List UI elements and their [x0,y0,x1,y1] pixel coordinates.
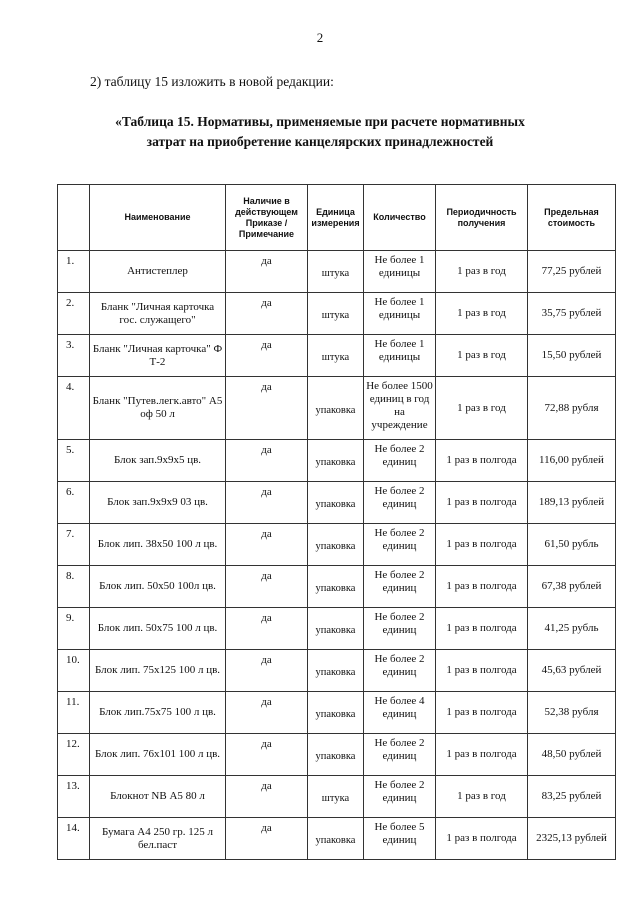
table-row [58,776,616,818]
table-title-line-2: затрат на приобретение канцелярских принадлежностей [146,134,494,149]
row-period: 1 раз в полгода [436,734,528,776]
row-num: 2. [58,293,90,335]
row-unit: упаковка [308,692,364,734]
row-unit: штука [308,293,364,335]
row-name: Бумага А4 250 гр. 125 л бел.паст [90,818,226,860]
row-price: 189,13 рублей [528,482,616,524]
table-row [58,440,616,482]
row-presence: да [226,377,308,440]
row-presence: да [226,251,308,293]
row-presence: да [226,776,308,818]
table-row [58,293,616,335]
row-num: 12. [58,734,90,776]
row-name: Блок лип. 76х101 100 л цв. [90,734,226,776]
row-name: Блокнот NB А5 80 л [90,776,226,818]
row-price: 35,75 рублей [528,293,616,335]
row-name: Блок лип. 50х50 100л цв. [90,566,226,608]
row-unit: упаковка [308,566,364,608]
table-row [58,650,616,692]
row-presence: да [226,440,308,482]
norms-table [57,184,616,860]
row-presence: да [226,734,308,776]
intro-text: 2) таблицу 15 изложить в новой редакции: [90,74,334,89]
table-row [58,608,616,650]
row-unit: упаковка [308,440,364,482]
row-qty: Не более 2 единиц [364,608,436,650]
row-unit: упаковка [308,482,364,524]
header-unit: Единица измерения [308,185,364,251]
row-name: Блок лип.75х75 100 л цв. [90,692,226,734]
row-num: 11. [58,692,90,734]
table-row [58,251,616,293]
row-num: 9. [58,608,90,650]
table-title-line-1: «Таблица 15. Нормативы, применяемые при расчете нормативных [115,114,525,129]
row-price: 45,63 рублей [528,650,616,692]
row-period: 1 раз в полгода [436,692,528,734]
row-name: Блок лип. 50х75 100 л цв. [90,608,226,650]
row-name: Блок зап.9х9х5 цв. [90,440,226,482]
header-price: Предельная стоимость [528,185,616,251]
row-qty: Не более 2 единиц [364,776,436,818]
row-presence: да [226,650,308,692]
row-period: 1 раз в год [436,776,528,818]
table-row [58,818,616,860]
row-num: 3. [58,335,90,377]
row-period: 1 раз в полгода [436,818,528,860]
row-price: 15,50 рублей [528,335,616,377]
table-row [58,734,616,776]
row-presence: да [226,566,308,608]
row-unit: штука [308,335,364,377]
row-name: Антистеплер [90,251,226,293]
row-name: Блок зап.9х9х9 03 цв. [90,482,226,524]
row-name: Блок лип. 75х125 100 л цв. [90,650,226,692]
row-period: 1 раз в полгода [436,650,528,692]
table-row [58,482,616,524]
page-number: 2 [316,30,324,45]
row-qty: Не более 1 единицы [364,251,436,293]
header-num [58,185,90,251]
table-row [58,692,616,734]
row-presence: да [226,293,308,335]
row-name: Бланк "Личная карточка гос. служащего" [90,293,226,335]
row-period: 1 раз в год [436,251,528,293]
row-price: 61,50 рубль [528,524,616,566]
header-presence: Наличие в действующем Приказе / Примечание [226,185,308,251]
row-price: 72,88 рубля [528,377,616,440]
row-price: 41,25 рубль [528,608,616,650]
row-qty: Не более 2 единиц [364,650,436,692]
row-presence: да [226,608,308,650]
row-price: 48,50 рублей [528,734,616,776]
row-period: 1 раз в полгода [436,524,528,566]
header-period: Периодичность получения [436,185,528,251]
row-period: 1 раз в полгода [436,482,528,524]
row-unit: упаковка [308,650,364,692]
row-name: Блок лип. 38х50 100 л цв. [90,524,226,566]
row-qty: Не более 1 единицы [364,293,436,335]
row-period: 1 раз в полгода [436,440,528,482]
row-unit: упаковка [308,524,364,566]
row-num: 14. [58,818,90,860]
table-row [58,524,616,566]
row-period: 1 раз в полгода [436,566,528,608]
row-price: 2325,13 рублей [528,818,616,860]
row-unit: штука [308,776,364,818]
row-period: 1 раз в полгода [436,608,528,650]
row-num: 7. [58,524,90,566]
row-qty: Не более 4 единиц [364,692,436,734]
row-price: 52,38 рубля [528,692,616,734]
row-num: 6. [58,482,90,524]
row-qty: Не более 1 единицы [364,335,436,377]
row-num: 1. [58,251,90,293]
table-row [58,566,616,608]
row-price: 116,00 рублей [528,440,616,482]
row-unit: упаковка [308,377,364,440]
row-presence: да [226,335,308,377]
row-price: 83,25 рублей [528,776,616,818]
row-qty: Не более 5 единиц [364,818,436,860]
row-qty: Не более 2 единиц [364,440,436,482]
row-qty: Не более 2 единиц [364,524,436,566]
row-num: 4. [58,377,90,440]
row-name: Бланк "Путев.легк.авто" А5 оф 50 л [90,377,226,440]
row-period: 1 раз в год [436,377,528,440]
row-presence: да [226,818,308,860]
row-period: 1 раз в год [436,335,528,377]
row-num: 10. [58,650,90,692]
row-presence: да [226,524,308,566]
row-num: 8. [58,566,90,608]
table-header-row [58,185,616,251]
row-qty: Не более 2 единиц [364,734,436,776]
table-row [58,335,616,377]
table-row [58,377,616,440]
header-name: Наименование [90,185,226,251]
row-unit: упаковка [308,818,364,860]
row-qty: Не более 2 единиц [364,566,436,608]
row-period: 1 раз в год [436,293,528,335]
row-price: 77,25 рублей [528,251,616,293]
row-presence: да [226,692,308,734]
row-qty: Не более 1500 единиц в год на учреждение [364,377,436,440]
header-qty: Количество [364,185,436,251]
row-qty: Не более 2 единиц [364,482,436,524]
table-title [0,112,640,152]
row-price: 67,38 рублей [528,566,616,608]
row-num: 13. [58,776,90,818]
row-num: 5. [58,440,90,482]
row-unit: упаковка [308,734,364,776]
row-name: Бланк "Личная карточка" Ф Т-2 [90,335,226,377]
row-unit: упаковка [308,608,364,650]
row-unit: штука [308,251,364,293]
row-presence: да [226,482,308,524]
